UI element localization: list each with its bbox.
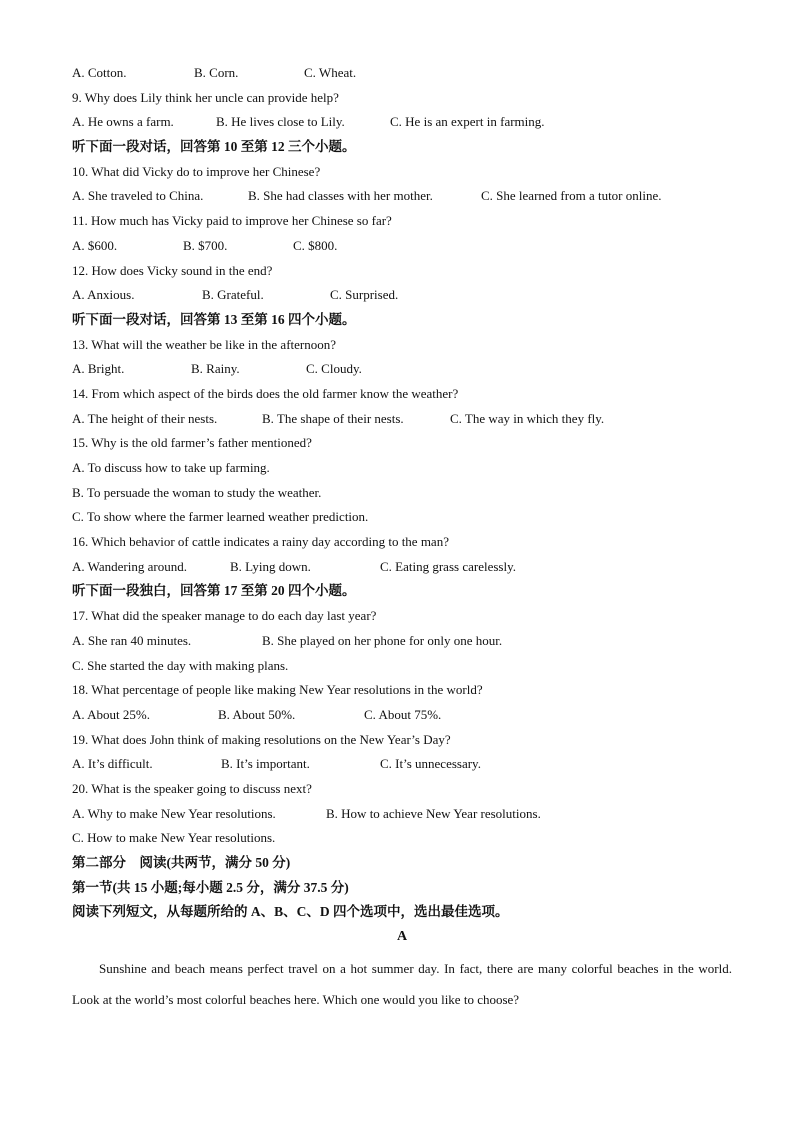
section-heading: 听下面一段对话，回答第 10 至第 12 三个小题。: [72, 139, 356, 155]
answer-option: B. She had classes with her mother.: [248, 188, 433, 204]
answer-options-row: [72, 357, 732, 382]
question-text: B. To persuade the woman to study the weather.: [72, 484, 322, 500]
answer-option: B. About 50%.: [218, 706, 296, 722]
passage-paragraph: Sunshine and beach means perfect travel on a hot summer day. In fact, there are many colorful beaches in the world. Look at the world’s most colorful beaches here. Which one would you like to choose?: [72, 960, 732, 1007]
question-text: 15. Why is the old farmer’s father mentioned?: [72, 435, 312, 451]
answer-option: B. He lives close to Lily.: [216, 114, 345, 130]
answer-option: A. Anxious.: [72, 287, 135, 303]
answer-option: A. The height of their nests.: [72, 410, 218, 426]
section-heading: 听下面一段对话，回答第 13 至第 16 四个小题。: [72, 311, 356, 327]
answer-option: C. Surprised.: [330, 287, 399, 303]
question-lines: [72, 61, 732, 950]
answer-option: A. It’s difficult.: [72, 756, 153, 772]
question-text: C. To show where the farmer learned weather prediction.: [72, 509, 369, 525]
section-heading: 听下面一段独白，回答第 17 至第 20 四个小题。: [72, 583, 356, 599]
answer-options-row: [72, 752, 732, 777]
answer-option: C. She learned from a tutor online.: [481, 188, 662, 204]
answer-options-row: [72, 61, 732, 86]
passage-label: A: [396, 929, 408, 945]
section-heading: 第一节(共 15 小题;每小题 2.5 分，满分 37.5 分): [72, 879, 349, 895]
answer-option: A. About 25%.: [72, 706, 150, 722]
question-text: 9. Why does Lily think her uncle can provide help?: [72, 89, 339, 105]
answer-options-row: [72, 184, 732, 209]
answer-option: C. About 75%.: [364, 706, 442, 722]
question-text: C. How to make New Year resolutions.: [72, 830, 276, 846]
question-text: 11. How much has Vicky paid to improve her Chinese so far?: [72, 213, 392, 229]
question-text: A. To discuss how to take up farming.: [72, 460, 270, 475]
answer-option: B. It’s important.: [221, 756, 310, 772]
answer-option: B. Rainy.: [191, 361, 240, 377]
answer-options-row: [72, 555, 732, 580]
answer-option: B. Corn.: [194, 65, 239, 80]
answer-option: A. She ran 40 minutes.: [72, 632, 192, 648]
answer-option: A. He owns a farm.: [72, 114, 174, 130]
answer-option: B. Lying down.: [230, 558, 311, 574]
question-text: 19. What does John think of making resolutions on the New Year’s Day?: [72, 731, 451, 747]
question-text: 10. What did Vicky do to improve her Chinese?: [72, 163, 321, 179]
answer-option: C. Eating grass carelessly.: [380, 558, 516, 574]
question-text: 17. What did the speaker manage to do each day last year?: [72, 608, 377, 624]
question-text: 18. What percentage of people like making New Year resolutions in the world?: [72, 682, 483, 698]
section-heading: 阅读下列短文，从每题所给的 A、B、C、D 四个选项中，选出最佳选项。: [72, 904, 509, 920]
answer-option: B. $700.: [183, 237, 228, 253]
answer-option: A. Wandering around.: [72, 558, 187, 574]
answer-option: A. $600.: [72, 237, 118, 253]
answer-option: A. She traveled to China.: [72, 188, 204, 204]
question-text: 12. How does Vicky sound in the end?: [72, 262, 273, 278]
answer-option: B. Grateful.: [202, 287, 264, 303]
answer-option: B. How to achieve New Year resolutions.: [326, 805, 541, 821]
answer-options-row: [72, 283, 732, 308]
question-text: 16. Which behavior of cattle indicates a rainy day according to the man?: [72, 534, 449, 550]
answer-options-row: [72, 407, 732, 432]
answer-option: C. Cloudy.: [306, 361, 362, 377]
answer-option: A. Why to make New Year resolutions.: [72, 805, 276, 821]
answer-option: C. The way in which they fly.: [450, 410, 605, 426]
answer-option: B. She played on her phone for only one hour.: [262, 632, 503, 648]
answer-option: C. $800.: [293, 237, 338, 253]
answer-option: C. It’s unnecessary.: [380, 756, 481, 772]
answer-option: A. Cotton.: [72, 65, 127, 80]
answer-options-row: [72, 629, 732, 654]
section-heading: 第二部分 阅读(共两节，满分 50 分): [72, 855, 291, 870]
answer-options-row: [72, 703, 732, 728]
answer-options-row: [72, 802, 732, 827]
question-text: 14. From which aspect of the birds does the old farmer know the weather?: [72, 385, 459, 401]
answer-option: C. Wheat.: [304, 65, 357, 80]
question-text: 13. What will the weather be like in the afternoon?: [72, 336, 336, 352]
answer-options-row: [72, 110, 732, 135]
document-page: [72, 61, 732, 1015]
answer-option: A. Bright.: [72, 361, 125, 377]
answer-options-row: [72, 234, 732, 259]
question-text: 20. What is the speaker going to discuss next?: [72, 780, 312, 796]
question-text: C. She started the day with making plans.: [72, 657, 289, 673]
answer-option: C. He is an expert in farming.: [390, 114, 545, 130]
answer-option: B. The shape of their nests.: [262, 410, 404, 426]
